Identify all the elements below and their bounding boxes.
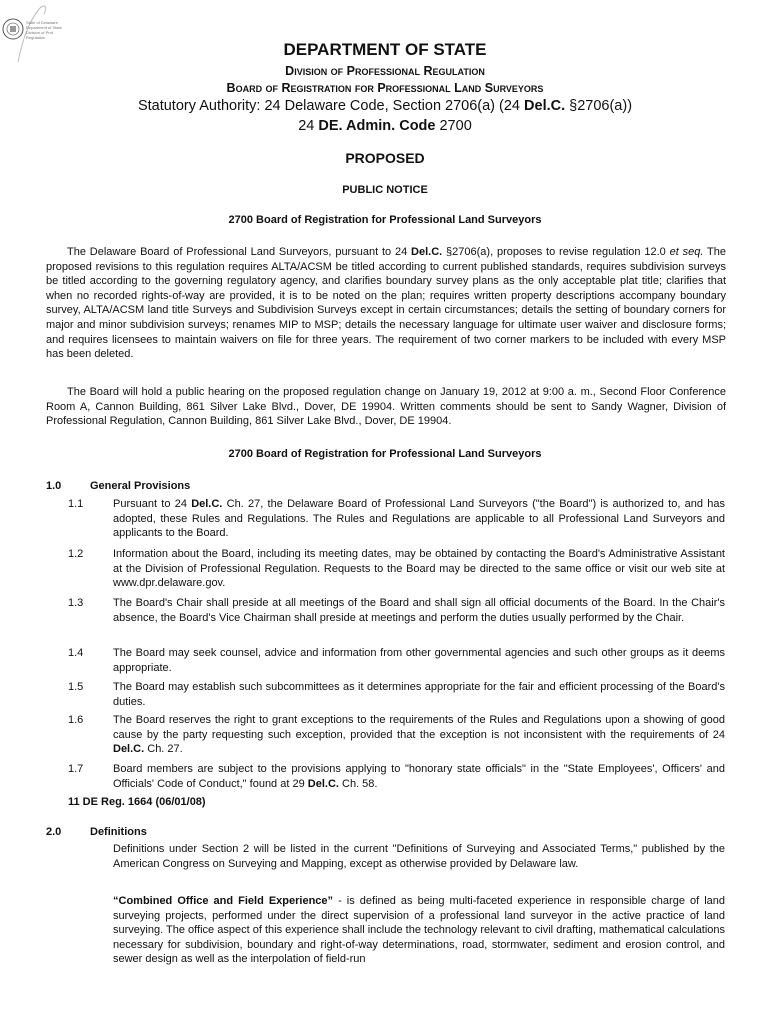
- public-notice-heading: PUBLIC NOTICE: [342, 184, 428, 196]
- item-text: Pursuant to 24 Del.C. Ch. 27, the Delaware Board of Professional Land Surveyors ("the Board") is authorized to, and has adopted, these Rules and Regulations. The Rules and Regulations are applicable to all Professional Land Surveyors and applicants to the Board.: [113, 498, 725, 540]
- item-number: 1.1: [68, 498, 84, 510]
- section-2-title: Definitions: [90, 826, 147, 838]
- board-title: Board of Registration for Professional Land Surveyors: [226, 81, 544, 95]
- statutory-authority: Statutory Authority: 24 Delaware Code, Section 2706(a) (24 Del.C. §2706(a)): [137, 98, 633, 114]
- definitions-intro: Definitions under Section 2 will be listed in the current "Definitions of Surveying and Associated Terms," published by the American Congress on Surveying and Mapping, except as otherwise provided by Delaware law.: [113, 843, 725, 870]
- item-text: Information about the Board, including its meeting dates, may be obtained by contacting the Board's Administrative Assistant at the Division of Professional Regulation. Requests to the Board may be directed to the same office or visit our web site at www.dpr.delaware.gov.: [113, 548, 725, 590]
- seal-caption: State of Delaware Department of State Division of Prof. Regulation: [26, 20, 62, 40]
- proposed-heading: PROPOSED: [345, 150, 425, 166]
- register-citation: 11 DE Reg. 1664 (06/01/08): [68, 796, 206, 808]
- division-title: Division of Professional Regulation: [285, 64, 485, 78]
- state-seal-icon: [2, 18, 24, 40]
- item-text: The Board's Chair shall preside at all meetings of the Board and shall sign all official documents of the Board. In the Chair's absence, the Board's Vice Chairman shall preside at meetings and perform the duties usually performed by the Chair.: [113, 597, 725, 624]
- item-number: 1.4: [68, 647, 84, 659]
- regulation-title: 2700 Board of Registration for Professional Land Surveyors: [228, 448, 542, 460]
- definition-term: “Combined Office and Field Experience”: [113, 895, 334, 907]
- item-text: The Board reserves the right to grant exceptions to the requirements of the Rules and Regulations upon a showing of good cause by the party requesting such exception, provided that the exception is not inconsistent with the requirements of 24 Del.C. Ch. 27.: [113, 714, 725, 756]
- item-number: 1.6: [68, 714, 84, 726]
- section-1-number: 1.0: [46, 480, 62, 492]
- item-number: 1.2: [68, 548, 84, 560]
- definition-combined-experience: “Combined Office and Field Experience” - is defined as being multi-faceted experience in responsible charge of land surveying projects, performed under the direct supervision of a professional land surveyor in the active practice of land surveying. The office aspect of this experience shall include the technology relevant to civil drafting, mathematical calculations necessary for subdivision, boundary and right-of-way determinations, road, stormwater, sediment and erosion control, and sewer design as well as the interpolation of field-run: [113, 895, 725, 966]
- item-text: The Board may establish such subcommittees as it determines appropriate for the fair and efficient processing of the Board's duties.: [113, 681, 725, 708]
- admin-code: 24 DE. Admin. Code 2700: [298, 118, 472, 134]
- section-2-number: 2.0: [46, 826, 62, 838]
- item-number: 1.3: [68, 597, 84, 609]
- notice-paragraph-1: The Delaware Board of Professional Land Surveyors, pursuant to 24 Del.C. §2706(a), proposes to revise regulation 12.0 et seq. The proposed revisions to this regulation requires ALTA/ACSM be titled according to current published standards, requires subdivision surveys be titled according to the governing regulatory agency, and clarifies boundary survey plans as the only acceptable plat title; clarifies that when no recorded rights-of-way are provided, it is to be noted on the plan; requires written property descriptions accompany boundary survey, ALTA/ACSM land title Surveys and Subdivision Surveys except in certain circumstances; details the setting of boundary corners for major and minor subdivision surveys; renames MIP to MSP; details the necessary language for ultimate user waiver and disclosure forms; and requires licensees to maintain waivers on file for three years. The requirement of two corner markers to be included with every MSP has been deleted.: [46, 246, 726, 361]
- notice-title: 2700 Board of Registration for Professional Land Surveyors: [228, 214, 542, 226]
- item-number: 1.5: [68, 681, 84, 693]
- item-number: 1.7: [68, 763, 84, 775]
- notice-paragraph-2: The Board will hold a public hearing on the proposed regulation change on January 19, 2012 at 9:00 a. m., Second Floor Conference Room A, Cannon Building, 861 Silver Lake Blvd., Dover, DE 19904. Written comments should be sent to Sandy Wagner, Division of Professional Regulation, Cannon Building, 861 Silver Lake Blvd., Dover, DE 19904.: [46, 386, 726, 428]
- section-1-title: General Provisions: [90, 480, 191, 492]
- department-title: DEPARTMENT OF STATE: [283, 40, 487, 59]
- item-text: The Board may seek counsel, advice and information from other governmental agencies and such other groups as it deems appropriate.: [113, 647, 725, 674]
- item-text: Board members are subject to the provisions applying to "honorary state officials" in the "State Employees', Officers' and Officials' Code of Conduct," found at 29 Del.C. Ch. 58.: [113, 763, 725, 790]
